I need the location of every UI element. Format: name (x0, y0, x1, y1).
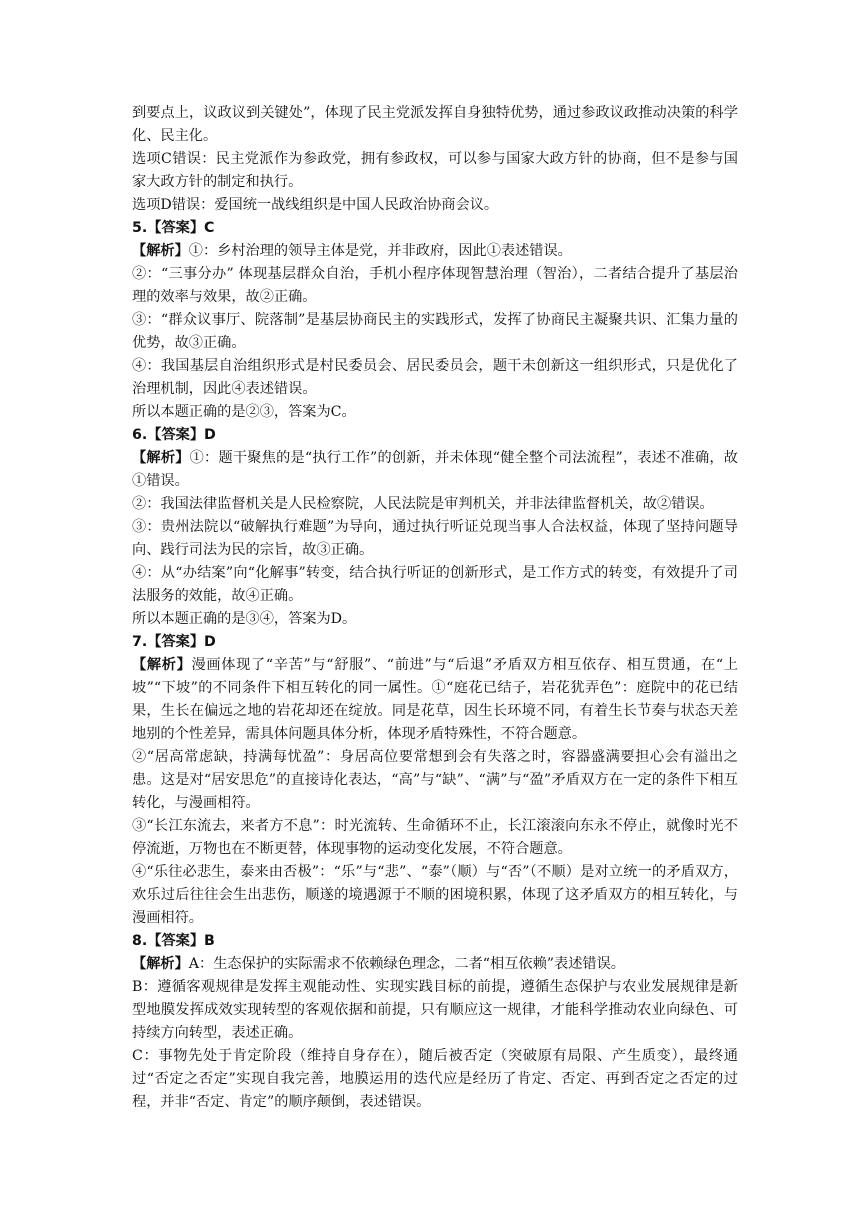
paragraph: ③：贵州法院以“破解执行难题”为导向，通过执行听证兑现当事人合法权益，体现了坚持问题导向、践行司法为民的宗旨，故③正确。 (132, 519, 738, 558)
paragraph: 所以本题正确的是②③，答案为C。 (132, 404, 356, 420)
answer-explanation-page (132, 102, 738, 1114)
paragraph: ②：我国法律监督机关是人民检察院，人民法院是审判机关，并非法律监督机关，故②错误。 (132, 496, 714, 512)
paragraph: ③“长江东流去，来者方不息”：时光流转、生命循环不止，长江滚滚向东永不停止，就像时光不停流逝，万物也在不断更替，体现事物的运动变化发展，不符合题意。 (132, 818, 738, 857)
answer-heading: 5.【答案】C (132, 220, 215, 236)
analysis-text: ①：乡村治理的领导主体是党，并非政府，因此①表述错误。 (188, 243, 572, 259)
paragraph: ④：从“办结案”向“化解事”转变，结合执行听证的创新形式，是工作方式的转变，有效提升了司法服务的效能，故④正确。 (132, 565, 738, 604)
analysis-tag: 【解析】 (132, 243, 189, 259)
analysis-paragraph (132, 953, 738, 976)
paragraph: B：遵循客观规律是发挥主观能动性、实现实践目标的前提，遵循生态保护与农业发展规律是新型地膜发挥成效实现转型的客观依据和前提，只有顺应这一规律，才能科学推动农业向绿色、可持续方向转型，表述正确。 (132, 979, 738, 1041)
paragraph: ④：我国基层自治组织形式是村民委员会、居民委员会，题干未创新这一组织形式，只是优化了治理机制，因此④表述错误。 (132, 358, 738, 397)
analysis-text: A：生态保护的实际需求不依赖绿色理念，二者“相互依赖”表述错误。 (188, 956, 625, 972)
answer-heading: 7.【答案】D (132, 634, 216, 650)
paragraph: 所以本题正确的是③④，答案为D。 (132, 611, 357, 627)
analysis-paragraph (132, 654, 738, 746)
analysis-text: ①：题干聚焦的是“执行工作”的创新，并未体现“健全整个司法流程”，表述不准确，故①错误。 (132, 450, 738, 489)
paragraph: ③：“群众议事厅、院落制”是基层协商民主的实践形式，发挥了协商民主凝聚共识、汇集力量的优势，故③正确。 (132, 312, 738, 351)
paragraph: 选项C错误：民主党派作为参政党，拥有参政权，可以参与国家大政方针的协商，但不是参与国家大政方针的制定和执行。 (132, 151, 738, 190)
analysis-paragraph (132, 447, 738, 493)
answer-heading: 6.【答案】D (132, 427, 216, 443)
paragraph: 到要点上，议政议到关键处”，体现了民主党派发挥自身独特优势，通过参政议政推动决策的科学化、民主化。 (132, 105, 738, 144)
answer-heading: 8.【答案】B (132, 933, 215, 949)
paragraph: 选项D错误：爱国统一战线组织是中国人民政治协商会议。 (132, 197, 499, 213)
paragraph: ④“乐往必悲生，泰来由否极”：“乐”与“悲”、“泰”（顺）与“否”（不顺）是对立统一的矛盾双方，欢乐过后往往会生出悲伤，顺遂的境遇源于不顺的困境积累，体现了这矛盾双方的相互转化，与漫画相符。 (132, 864, 738, 926)
paragraph: ②“居高常虑缺，持满每忧盈”：身居高位要常想到会有失落之时，容器盛满要担心会有溢出之患。这是对“居安思危”的直接诗化表达，“高”与“缺”、“满”与“盈”矛盾双方在一定的条件下相互转化，与漫画相符。 (132, 749, 738, 811)
analysis-paragraph (132, 240, 738, 263)
analysis-tag: 【解析】 (132, 450, 190, 466)
paragraph: ②：“三事分办” 体现基层群众自治，手机小程序体现智慧治理（智治），二者结合提升了基层治理的效率与效果，故②正确。 (132, 266, 738, 305)
analysis-text: 漫画体现了“辛苦”与“舒服”、“前进”与“后退”矛盾双方相互依存、相互贯通，在“上坡”“下坡”的不同条件下相互转化的同一属性。①“庭花已结子，岩花犹弄色”：庭院中的花已结果，生长在偏远之地的岩花却还在绽放。同是花草，因生长环境不同，有着生长节奏与状态天差地别的个性差异，需具体问题具体分析，体现矛盾特殊性，不符合题意。 (132, 657, 738, 742)
paragraph: C：事物先处于肯定阶段（维持自身存在），随后被否定（突破原有局限、产生质变），最终通过“否定之否定”实现自我完善，地膜运用的迭代应是经历了肯定、否定、再到否定之否定的过程，并非“否定、肯定”的顺序颠倒，表述错误。 (132, 1048, 738, 1110)
analysis-tag: 【解析】 (132, 657, 192, 673)
analysis-tag: 【解析】 (132, 956, 189, 972)
